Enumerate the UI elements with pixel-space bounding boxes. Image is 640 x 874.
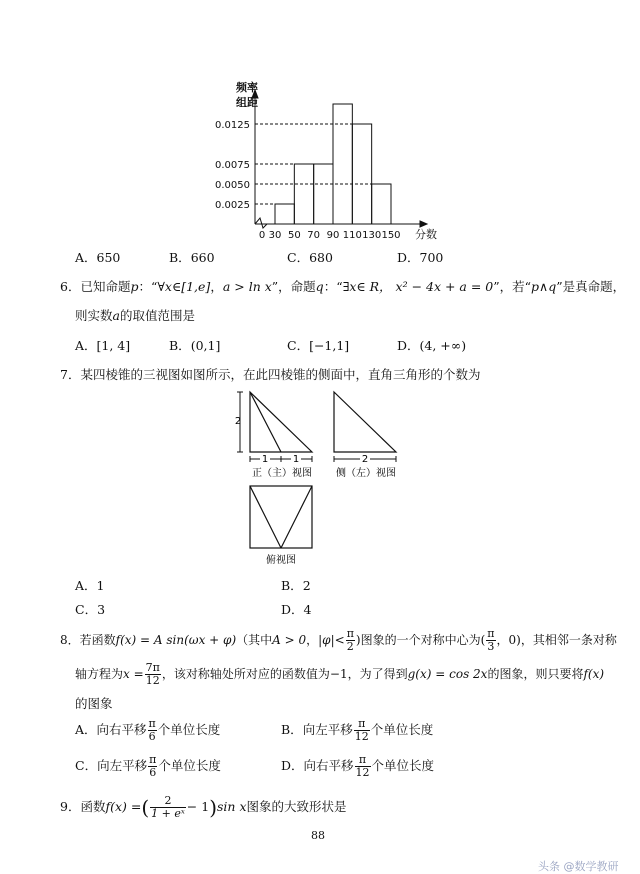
q5-option-c[interactable]: C．680: [287, 250, 333, 265]
q7-stem: 7．某四棱锥的三视图如图所示，在此四棱锥的侧面中，直角三角形的个数为: [60, 367, 481, 382]
x-tick-label: 50: [287, 230, 301, 240]
q6-stem-line2: 则实数a的取值范围是: [75, 308, 195, 323]
front-view-caption: 正（主）视图: [252, 468, 312, 479]
x-axis-arrow: [420, 221, 427, 227]
x-tick-label: 0: [258, 230, 266, 240]
q8-stem-line2: 轴方程为x = $\frac{7\pi}{12}$ ，该对称轴处所对应的函数值为−1，为了得到g(x) = cos 2x的图象，则只要将f(x): [75, 661, 605, 687]
q8-stem-line1: 8．若函数f(x) = A sin(ωx + φ)（其中A > 0，|φ|< $\frac{\pi}{2}$ )图象的一个对称中心为( $\frac{\pi}{3}$ ，0)，其相邻一条对称: [60, 627, 617, 653]
q6-option-a[interactable]: A．[1, 4]: [75, 338, 131, 353]
q7-option-a[interactable]: A．1: [75, 578, 105, 593]
y-tick-label: 0.0075: [215, 160, 250, 171]
q7-option-b[interactable]: B．2: [281, 578, 311, 593]
x-tick-label: 70: [307, 230, 321, 240]
q5-option-a[interactable]: A．650: [75, 250, 121, 265]
histogram-bar: [352, 124, 371, 224]
x-tick-label: 150: [381, 230, 401, 240]
x-tick-label: 110: [342, 230, 362, 240]
x-tick-label: 90: [326, 230, 340, 240]
front-view-height-label: 2: [234, 416, 242, 427]
q6-option-c[interactable]: C．[−1,1]: [287, 338, 350, 353]
page-number: 88: [311, 829, 325, 842]
q8-stem-line3: 的图象: [75, 696, 113, 711]
q5-option-b[interactable]: B．660: [169, 250, 215, 265]
q7-options: [75, 576, 635, 616]
histogram-bar: [275, 204, 294, 224]
histogram-bar: [314, 164, 333, 224]
front-view-figure: [232, 386, 322, 482]
side-view-figure: [328, 386, 410, 482]
x-axis-label: 分数: [415, 228, 437, 240]
q6-option-b[interactable]: B．(0,1]: [169, 338, 221, 353]
q7-option-d[interactable]: D．4: [281, 602, 312, 617]
histogram-bar: [333, 104, 352, 224]
q8-option-d[interactable]: D．向右平移 $\frac{\pi}{12}$ 个单位长度: [281, 753, 435, 779]
q8-option-b[interactable]: B．向左平移 $\frac{\pi}{12}$ 个单位长度: [281, 717, 434, 743]
q6-stem-line1: 6．已知命题p：“∀x∈[1,e]，a > ln x”，命题q：“∃x∈ R， x² − 4x + a = 0”，若“p∧q”是真命题，: [60, 279, 626, 294]
histogram-chart: [200, 78, 440, 240]
y-tick-label: 0.0050: [215, 180, 250, 191]
top-view-caption: 俯视图: [266, 555, 296, 566]
y-axis-label-line2: 组距: [236, 96, 258, 109]
q8-option-a[interactable]: A．向右平移 $\frac{\pi}{6}$ 个单位长度: [75, 717, 221, 743]
x-tick-label: 130: [362, 230, 382, 240]
histogram-bar: [294, 164, 313, 224]
front-view-width-label-1: 1: [261, 454, 269, 465]
top-view-figure: [244, 482, 320, 568]
q8-option-c[interactable]: C．向左平移 $\frac{\pi}{6}$ 个单位长度: [75, 753, 221, 779]
x-tick-label: 30: [268, 230, 282, 240]
y-axis-label-line1: 频率: [236, 81, 258, 94]
q5-option-d[interactable]: D．700: [397, 250, 444, 265]
side-view-width-label: 2: [361, 454, 369, 465]
q9-stem: 9．函数f(x) =( $\frac{2}{\text{1 + eˣ}}$ − 1)sin x图象的大致形状是: [60, 794, 347, 820]
histogram-bar: [372, 184, 391, 224]
q6-option-d[interactable]: D．(4, +∞): [397, 338, 467, 353]
watermark: 头条 @数学教研: [538, 860, 619, 873]
y-tick-label: 0.0025: [215, 200, 250, 211]
q8-options: [75, 718, 635, 788]
side-view-caption: 侧（左）视图: [336, 468, 396, 479]
axis-break: [255, 218, 275, 228]
y-tick-label: 0.0125: [215, 120, 250, 131]
q7-option-c[interactable]: C．3: [75, 602, 106, 617]
front-view-width-label-2: 1: [292, 454, 300, 465]
